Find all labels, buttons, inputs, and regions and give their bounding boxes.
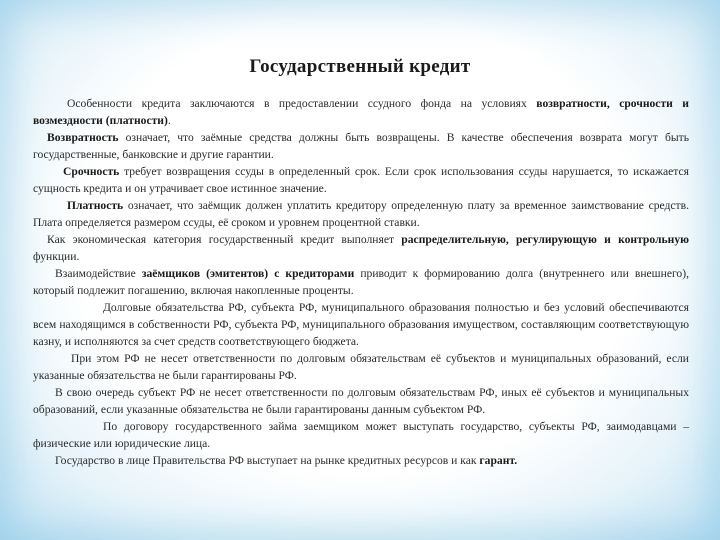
paragraph-interaction: Взаимодействие заёмщиков (эмитентов) с кредиторами приводит к формированию долга (внутреннего или внешнего), который подлежит погашению, включая накопленные проценты. bbox=[33, 267, 689, 297]
emphasis-conditions: возвратности, срочности и возмездности (платности) bbox=[33, 97, 689, 127]
paragraph-obligations: Долговые обязательства РФ, субъекта РФ, муниципального образования полностью и без условий обеспечиваются всем находящимся в собственности РФ, субъекта РФ, муниципального образования имуществом, составляющим соответствующую казну, и исполняются за счет средств соответствующего бюджета. bbox=[33, 301, 689, 348]
paragraph-features: Особенности кредита заключаются в предоставлении ссудного фонда на условиях возвратности, срочности и возмездности (платности). bbox=[33, 97, 689, 127]
paragraph-payment: Платность означает, что заёмщик должен уплатить кредитору определенную плату за временное заимствование средств. Плата определяется размером ссуды, её сроком и уровнем процентной ставки. bbox=[33, 199, 689, 229]
term-urgency: Срочность bbox=[63, 165, 120, 178]
paragraph-loan-agreement: По договору государственного займа заемщиком может выступать государство, субъекты РФ, заимодавцами – физические или юридические лица. bbox=[33, 420, 689, 450]
page-title: Государственный кредит bbox=[249, 56, 471, 77]
paragraph-returnability: Возвратность означает, что заёмные средства должны быть возвращены. В качестве обеспечения возврата могут быть государственные, банковские и другие гарантии. bbox=[33, 131, 689, 161]
paragraph-rf-liability: При этом РФ не несет ответственности по долговым обязательствам её субъектов и муниципальных образований, если указанные обязательства не были гарантированы РФ. bbox=[33, 352, 689, 382]
body-text bbox=[33, 95, 689, 469]
term-payment: Платность bbox=[67, 199, 124, 212]
paragraph-urgency: Срочность требует возвращения ссуды в определенный срок. Если срок использования ссуды нарушается, то искажается сущность кредита и он утрачивает свое истинное значение. bbox=[33, 165, 689, 195]
emphasis-borrowers: заёмщиков (эмитентов) с кредиторами bbox=[141, 267, 355, 280]
emphasis-guarantor: гарант. bbox=[479, 454, 518, 467]
paragraph-guarantor: Государство в лице Правительства РФ выступает на рынке кредитных ресурсов и как гарант. bbox=[55, 454, 518, 467]
paragraph-subject-liability: В свою очередь субъект РФ не несет ответственности по долговым обязательствам РФ, иных её субъектов и муниципальных образований, если указанные обязательства не были гарантированы данным субъектом РФ. bbox=[33, 386, 689, 416]
term-returnability: Возвратность bbox=[47, 131, 119, 144]
emphasis-functions: распределительную, регулирующую и контрольную bbox=[401, 233, 689, 246]
paragraph-functions: Как экономическая категория государственный кредит выполняет распределительную, регулирующую и контрольную функции. bbox=[33, 233, 689, 263]
